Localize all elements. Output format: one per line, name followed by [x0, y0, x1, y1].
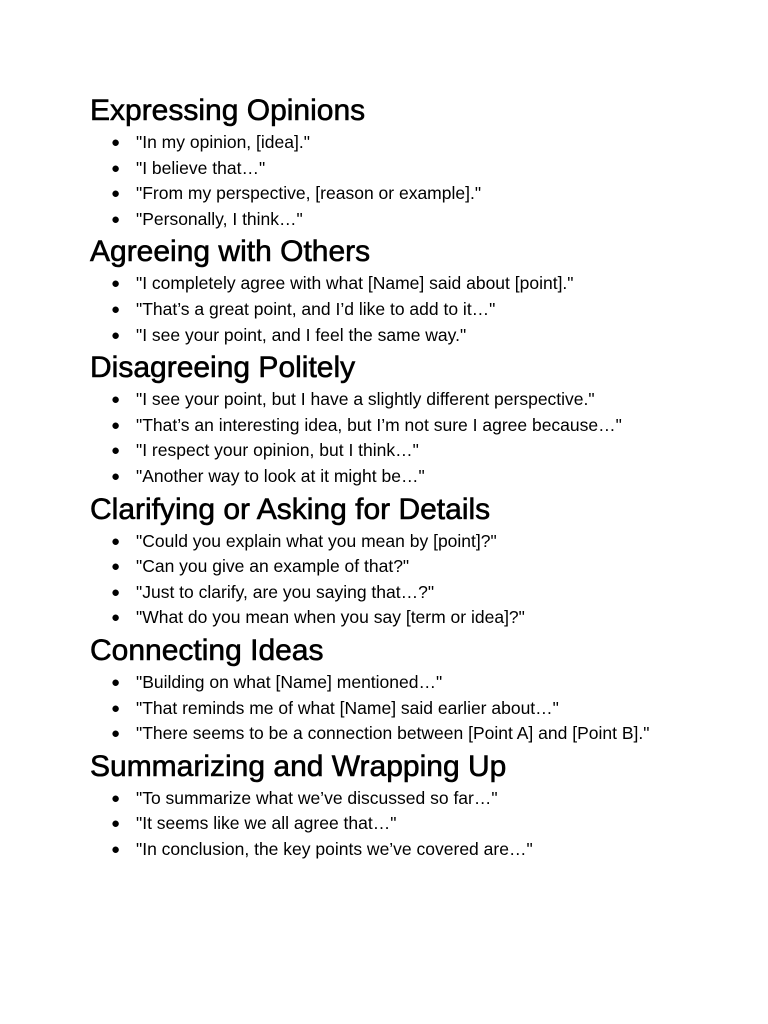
- bullet-icon: ●: [111, 210, 121, 228]
- section-heading: Clarifying or Asking for Details: [90, 492, 491, 526]
- bullet-icon: ●: [111, 673, 121, 691]
- bullet-icon: ●: [111, 840, 121, 858]
- bullet-icon: ●: [111, 159, 121, 177]
- list-item: ● "There seems to be a connection between [Point A] and [Point B].": [90, 721, 666, 747]
- list-item: ● "I see your point, and I feel the same way.": [90, 323, 666, 349]
- bullet-icon: ●: [111, 391, 121, 409]
- list-item: ● "Just to clarify, are you saying that…?": [90, 580, 666, 606]
- phrase-list: [90, 786, 768, 863]
- bullet-icon: ●: [111, 300, 121, 318]
- bullet-icon: ●: [111, 558, 121, 576]
- section-heading: Connecting Ideas: [90, 633, 324, 667]
- section-expressing-opinions: [90, 92, 768, 232]
- list-item: ● "Another way to look at it might be…": [90, 464, 666, 490]
- bullet-icon: ●: [111, 185, 121, 203]
- phrase-list: [90, 130, 768, 232]
- phrase-list: [90, 529, 768, 631]
- section-heading: Summarizing and Wrapping Up: [90, 749, 507, 783]
- list-item: ● "That’s a great point, and I’d like to add to it…": [90, 297, 666, 323]
- bullet-icon: ●: [111, 789, 121, 807]
- list-item: ● "Could you explain what you mean by [point]?": [90, 529, 666, 555]
- bullet-icon: ●: [111, 532, 121, 550]
- list-item: ● "In my opinion, [idea].": [90, 130, 666, 156]
- section-heading: Disagreeing Politely: [90, 351, 356, 385]
- section-connecting-ideas: [90, 632, 768, 747]
- list-item: ● "I respect your opinion, but I think…": [90, 438, 666, 464]
- bullet-icon: ●: [111, 442, 121, 460]
- bullet-icon: ●: [111, 416, 121, 434]
- list-item: ● "That reminds me of what [Name] said earlier about…": [90, 696, 666, 722]
- list-item: ● "It seems like we all agree that…": [90, 811, 666, 837]
- bullet-icon: ●: [111, 467, 121, 485]
- bullet-icon: ●: [111, 326, 121, 344]
- list-item: ● "Can you give an example of that?": [90, 554, 666, 580]
- bullet-icon: ●: [111, 134, 121, 151]
- list-item: ● "To summarize what we’ve discussed so far…": [90, 786, 666, 812]
- list-item: ● "From my perspective, [reason or example].": [90, 181, 666, 207]
- bullet-icon: ●: [111, 583, 121, 601]
- list-item: ● "Building on what [Name] mentioned…": [90, 670, 666, 696]
- phrase-list: [90, 271, 768, 348]
- section-heading: Agreeing with Others: [90, 235, 371, 269]
- list-item: ● "That’s an interesting idea, but I’m not sure I agree because…": [90, 413, 666, 439]
- section-summarizing-and-wrapping-up: [90, 748, 768, 863]
- list-item: ● "In conclusion, the key points we’ve covered are…": [90, 837, 666, 863]
- list-item: ● "I see your point, but I have a slightly different perspective.": [90, 387, 666, 413]
- bullet-icon: ●: [111, 609, 121, 627]
- bullet-icon: ●: [111, 699, 121, 717]
- bullet-icon: ●: [111, 275, 121, 293]
- list-item: ● "What do you mean when you say [term or idea]?": [90, 605, 666, 631]
- bullet-icon: ●: [111, 815, 121, 833]
- section-clarifying-or-asking-for-details: [90, 491, 768, 631]
- list-item: ● "I believe that…": [90, 156, 666, 182]
- list-item: ● "I completely agree with what [Name] said about [point].": [90, 271, 666, 297]
- bullet-icon: ●: [111, 725, 121, 743]
- section-disagreeing-politely: [90, 349, 768, 489]
- phrase-list: [90, 387, 768, 489]
- list-item: ● "Personally, I think…": [90, 207, 666, 233]
- phrase-list: [90, 670, 768, 747]
- section-agreeing-with-others: [90, 233, 768, 348]
- section-heading: Expressing Opinions: [90, 94, 366, 127]
